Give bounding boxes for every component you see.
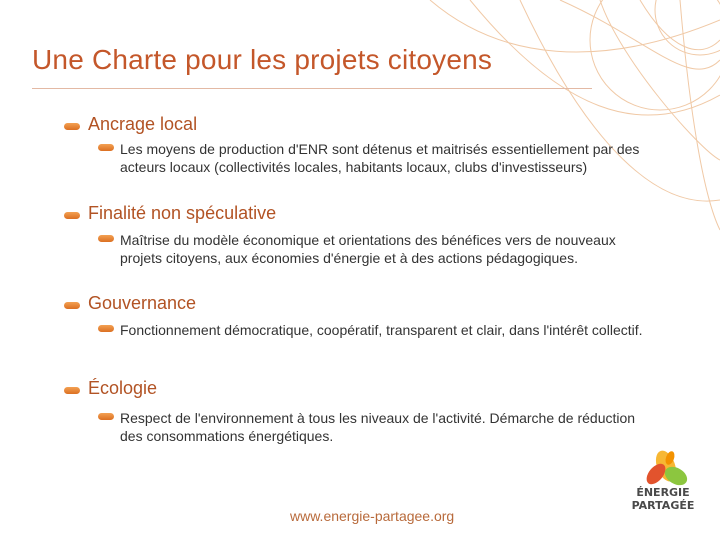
slide-title: Une Charte pour les projets citoyens [32, 44, 493, 75]
section-heading-ecologie: Écologie [88, 378, 158, 398]
section-text-gouvernance: Fonctionnement démocratique, coopératif, transparent et clair, dans l'intérêt collectif. [120, 322, 643, 338]
logo-line-1: ÉNERGIE [636, 486, 690, 499]
section-heading-gouvernance: Gouvernance [88, 293, 197, 313]
bullet-dash-icon [64, 212, 80, 219]
section-heading-ancrage-local: Ancrage local [88, 114, 198, 134]
footer-url[interactable]: www.energie-partagee.org [290, 508, 455, 524]
bullet-dash-icon [98, 413, 114, 420]
section-text-finalite: Maîtrise du modèle économique et orientations des bénéfices vers de nouveaux projets citoyens, aux économies d'énergie et à des actions pédagogiques. [120, 232, 616, 266]
bullet-dash-icon [98, 235, 114, 242]
title-divider [32, 88, 592, 89]
logo-line-2: PARTAGÉE [631, 499, 695, 512]
bullet-dash-icon [64, 123, 80, 130]
logo-wordmark [630, 486, 696, 512]
bullet-dash-icon [64, 387, 80, 394]
section-heading-finalite: Finalité non spéculative [88, 203, 277, 223]
bullet-dash-icon [98, 325, 114, 332]
section-text-ancrage-local: Les moyens de production d'ENR sont détenus et maitrisés essentiellement par des acteurs locaux (collectivités locales, habitants locaux, clubs d'investisseurs) [120, 141, 640, 175]
section-text-ecologie: Respect de l'environnement à tous les niveaux de l'activité. Démarche de réduction des consommations énergétiques. [120, 410, 636, 444]
bullet-dash-icon [98, 144, 114, 151]
bullet-dash-icon [64, 302, 80, 309]
